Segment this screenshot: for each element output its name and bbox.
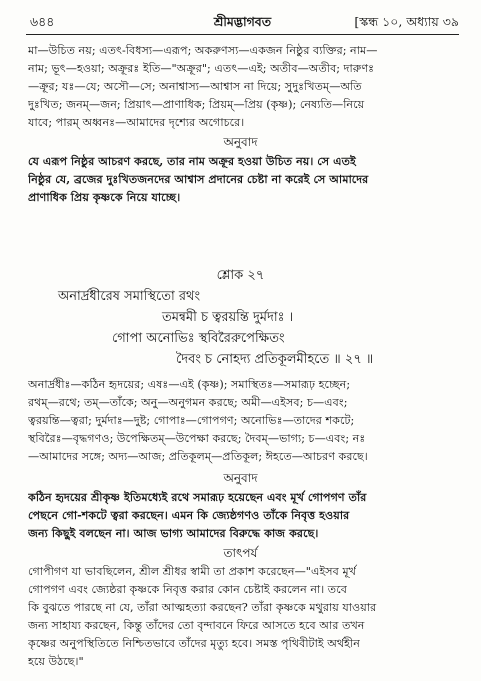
synonyms-previous [28, 42, 457, 132]
text-line: অনার্দ্রধীঃ—কঠিন হৃদয়ের; এষঃ—এই (কৃষ্ণ); সমাস্থিতঃ—সমারূঢ় হচ্ছেন; [28, 378, 351, 391]
text-line: হয়ে উঠছে।" [28, 655, 84, 668]
text-line: কঠিন হৃদয়ের শ্রীকৃষ্ণ ইতিমধ্যেই রথে সমারূঢ় হয়েছেন এবং মূর্খ গোপগণ তাঁর [28, 490, 367, 504]
verse-line: গোপা অনোভিঃ স্থবিরৈরুপেক্ষিতং [112, 331, 285, 346]
text-line: নিষ্ঠুর যে, ব্রজের দুঃখিতজনদের আশ্বাস প্রদানের চেষ্টা না করেই সে আমাদের [28, 172, 369, 186]
text-line: রথম্—রথে; তম্—তাঁকে; অনু—অনুগমন করছে; অমী—এইসব; চ—এবং; [28, 396, 348, 409]
page-number: ৬৪৪ [30, 14, 55, 29]
text-line: গোপীগণ যা ভাবছিলেন, শ্রীল শ্রীধর স্বামী তা প্রকাশ করেছেন—"এইসব মূর্খ [28, 565, 357, 578]
text-line: স্থবিরৈঃ—বৃদ্ধগণও; উপেক্ষিতম্—উপেক্ষা করছে; দৈবম্—ভাগ্য; চ—এবং; নঃ [28, 432, 366, 445]
page-header [26, 12, 459, 34]
text-line: ত্বরয়ন্তি—ত্বরা; দুর্মদাঃ—দুষ্ট; গোপাঃ—গোপগণ; অনোভিঃ—তাদের শকটে; [28, 414, 355, 427]
text-line: যাবে; পারম্ অধ্বনঃ—আমাদের দৃশ্যের অগোচরে। [28, 116, 245, 129]
translation-heading: অনুবাদ [223, 471, 258, 485]
text-line: জন্য কিছুই বলছেন না। আজ ভাগ্য আমাদের বিরুদ্ধে কাজ করছে। [28, 526, 319, 540]
text-line: যে এরূপ নিষ্ঠুর আচরণ করছে, তার নাম অক্রূর হওয়া উচিত নয়। সে এতই [28, 154, 356, 168]
text-line: নাম; ভূৎ—হওয়া; অক্রূরঃ ইতি—"অক্রূর"; এতৎ—এই; অতীব—অতীব; দারুণঃ [28, 62, 375, 75]
text-line: জন্য সাহায্য করছেন, কিন্তু তাঁদের তো বৃন্দাবনে ফিরে আসতে হবে আর তখন [28, 619, 365, 632]
verse-line: দৈবং চ নোহদ্য প্রতিকূলমীহতে ॥ ২৭ ॥ [176, 352, 374, 367]
synonyms [28, 376, 457, 466]
translation [28, 488, 457, 542]
header-rule [26, 34, 459, 35]
verse-line: অনার্দ্রধীরেষ সমাস্থিতো রথং [58, 289, 201, 304]
text-line: মা—উচিত নয়; এতৎ-বিধস্য—এরূপ; অকরুণস্য—একজন নিষ্ঠুর ব্যক্তির; নাম— [28, 44, 378, 57]
translation-previous [28, 152, 457, 206]
text-line: পেছনে গো-শকটে ত্বরা করছেন। এমন কি জ্যেষ্ঠগণও তাঁকে নিবৃত্ত হওয়ার [28, 508, 350, 522]
book-title: শ্রীমদ্ভাগবত [213, 14, 272, 29]
purport-heading: তাৎপর্য [223, 546, 258, 560]
canto-chapter: [স্কন্ধ ১০, অধ্যায় ৩৯ [354, 14, 459, 29]
text-line: —ক্রূর; যঃ—যে; অসৌ—সে; অনাশ্বাস্য—আশ্বাস না দিয়ে; সুদুঃখিতম্—অতি [28, 80, 362, 93]
verse-heading: শ্লোক ২৭ [216, 268, 265, 283]
text-line: কৃষ্ণের অনুপস্থিতিতে নিশ্চিতভাবে তাঁদের মৃত্যু হবে। সমস্ত পৃথিবীটাই অর্থহীন [28, 637, 360, 650]
translation-heading: অনুবাদ [223, 135, 258, 149]
verse-line: তমন্বমী চ ত্বরয়ন্তি দুর্মদাঃ । [162, 310, 294, 325]
text-line: কি বুঝতে পারছে না যে, তাঁরা আত্মহত্যা করছেন? তাঁরা কৃষ্ণকে মথুরায় যাওয়ার [28, 601, 377, 614]
text-line: প্রাণাধিক প্রিয় কৃষ্ণকে নিয়ে যাচ্ছে। [28, 190, 181, 204]
text-line: দুঃখিত; জনম্—জন; প্রিয়াৎ—প্রাণাধিক; প্রিয়ম্—প্রিয় (কৃষ্ণ); নেষ্যতি—নিয়ে [28, 98, 365, 111]
text-line: গোপগণ এবং জ্যেষ্ঠরা কৃষ্ণকে নিবৃত্ত করার কোন চেষ্টাই করলেন না। তবে [28, 583, 347, 596]
purport [28, 563, 457, 671]
text-line: —আমাদের সঙ্গে; অদ্য—আজ; প্রতিকূলম্—প্রতিকূল; ঈহতে—আচরণ করছে। [28, 450, 368, 463]
